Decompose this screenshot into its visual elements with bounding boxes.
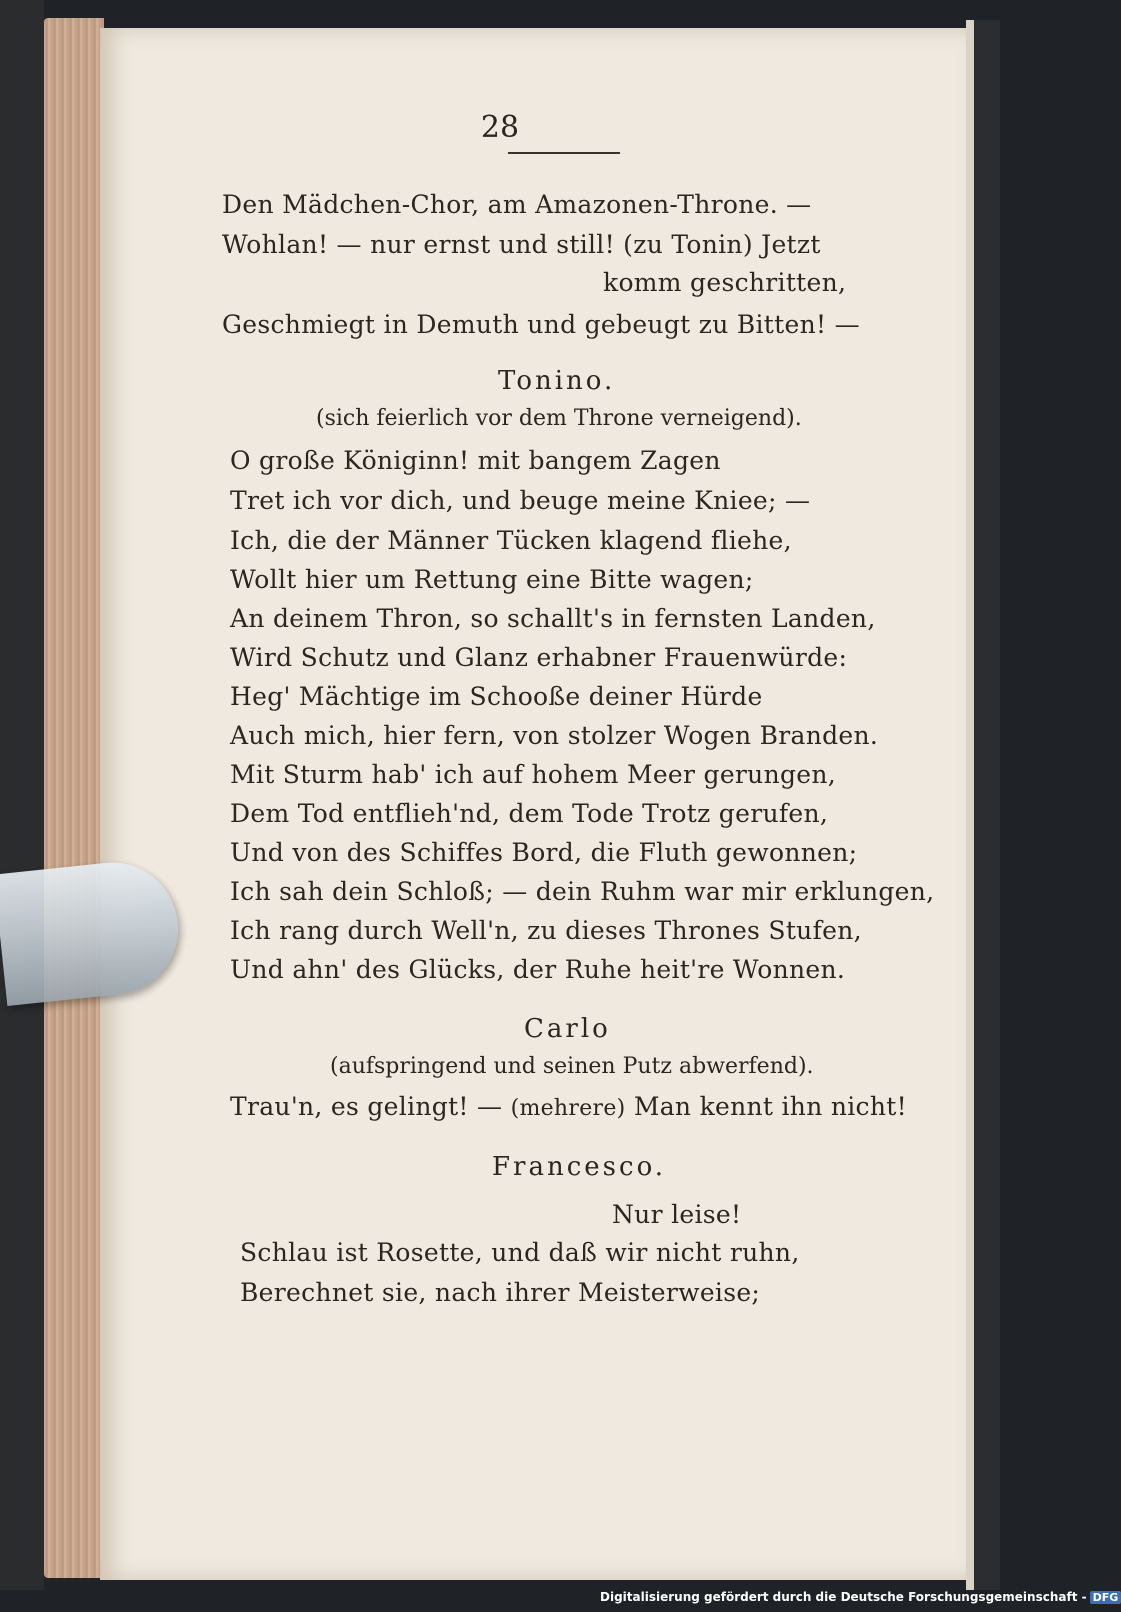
speaker-name: Carlo	[524, 1014, 611, 1044]
verse-line: Mit Sturm hab' ich auf hohem Meer gerungen,	[230, 760, 837, 789]
verse-line: Ich rang durch Well'n, zu dieses Thrones Stufen,	[230, 916, 862, 945]
stage-direction: (mehrere)	[510, 1096, 626, 1121]
stage-direction: (sich feierlich vor dem Throne verneigend).	[316, 406, 802, 431]
verse-line: Wird Schutz und Glanz erhabner Frauenwürde:	[230, 643, 848, 672]
page-number-rule	[508, 152, 620, 154]
verse-line: Auch mich, hier fern, von stolzer Wogen Branden.	[230, 721, 879, 750]
page-number: 28	[480, 110, 520, 145]
verse-line: Heg' Mächtige im Schooße deiner Hürde	[230, 682, 763, 711]
text-line: Wohlan! — nur ernst und still! (zu Tonin) Jetzt	[222, 230, 821, 259]
verse-line: Ich sah dein Schloß; — dein Ruhm war mir erklungen,	[230, 877, 935, 906]
verse-line: Und von des Schiffes Bord, die Fluth gewonnen;	[230, 838, 858, 867]
text-line: Geschmiegt in Demuth und gebeugt zu Bitten! —	[222, 310, 860, 339]
verse-line: Und ahn' des Glücks, der Ruhe heit're Wonnen.	[230, 955, 846, 984]
verse-line: Schlau ist Rosette, und daß wir nicht ruhn,	[240, 1238, 800, 1267]
page-edges	[44, 18, 104, 1578]
verse-line: Ich, die der Männer Tücken klagend fliehe,	[230, 526, 792, 555]
verse-segment: Trau'n, es gelingt! —	[230, 1092, 503, 1121]
scanner-background-left	[0, 0, 44, 1590]
verse-line: Nur leise!	[612, 1200, 742, 1229]
dfg-logo: DFG	[1090, 1591, 1121, 1604]
scanner-background-right	[966, 20, 1000, 1590]
verse-line: Wollt hier um Rettung eine Bitte wagen;	[230, 565, 754, 594]
verse-line: An deinem Thron, so schallt's in fernsten Landen,	[230, 604, 876, 633]
verse-segment: Man kennt ihn nicht!	[633, 1092, 907, 1121]
speaker-name: Tonino.	[498, 366, 616, 396]
verse-line: Dem Tod entflieh'nd, dem Tode Trotz gerufen,	[230, 799, 829, 828]
stage-direction: (aufspringend und seinen Putz abwerfend).	[330, 1054, 814, 1079]
verse-line: Berechnet sie, nach ihrer Meisterweise;	[240, 1278, 761, 1307]
text-line: komm geschritten,	[603, 268, 847, 297]
speaker-name: Francesco.	[492, 1152, 667, 1182]
footer-text: Digitalisierung gefördert durch die Deutsche Forschungsgemeinschaft -	[600, 1590, 1087, 1604]
verse-line	[230, 1092, 907, 1121]
next-page-edge	[966, 20, 974, 1590]
verse-line: Tret ich vor dich, und beuge meine Kniee; —	[230, 486, 811, 515]
footer-credit	[600, 1590, 1121, 1604]
verse-line: O große Königinn! mit bangem Zagen	[230, 446, 721, 475]
text-line: Den Mädchen-Chor, am Amazonen-Throne. —	[222, 190, 812, 219]
